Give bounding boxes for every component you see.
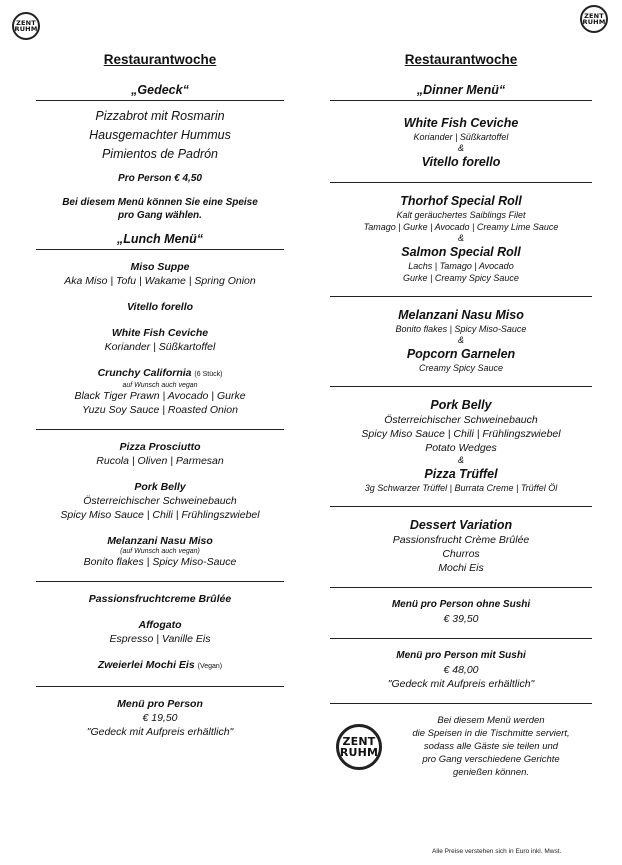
dessert-item: Churros: [442, 548, 480, 560]
dinner-heading: „Dinner Menü“: [416, 83, 506, 97]
right-column: [330, 52, 592, 779]
divider: [330, 182, 592, 183]
ampersand: &: [457, 143, 464, 153]
dish-name: Pork Belly: [430, 398, 492, 412]
dish-name: White Fish Ceviche: [111, 327, 209, 339]
ampersand: &: [457, 335, 464, 345]
divider: [330, 587, 592, 588]
restaurant-logo: [336, 724, 382, 770]
gedeck-price: Pro Person € 4,50: [118, 173, 202, 184]
dish-desc: 3g Schwarzer Trüffel | Burrata Creme | Trüffel Öl: [364, 483, 558, 493]
note-line: pro Gang verschiedene Gerichte: [422, 754, 560, 765]
divider: [330, 506, 592, 507]
ampersand: &: [457, 233, 464, 243]
dish-name: Vitello forello: [126, 301, 194, 313]
dish-desc: Spicy Miso Sauce | Chili | Frühlingszwiebel: [361, 428, 561, 440]
gedeck-item: Pizzabrot mit Rosmarin: [95, 109, 225, 123]
divider: [36, 429, 284, 430]
gedeck-note: Bei diesem Menü können Sie eine Speise: [62, 197, 258, 208]
dish-name: Melanzani Nasu Miso: [107, 535, 213, 547]
price-value: € 19,50: [142, 712, 178, 724]
logo-text: ZENT: [342, 734, 376, 748]
dessert-name: Dessert Variation: [409, 518, 513, 532]
page-title: Restaurantwoche: [404, 52, 518, 67]
dish-portion: (6 Stück): [194, 371, 223, 378]
dish-desc: Gurke | Creamy Spicy Sauce: [403, 273, 519, 283]
dish-desc: Aka Miso | Tofu | Wakame | Spring Onion: [64, 275, 256, 287]
dish-name: Pizza Trüffel: [424, 467, 498, 481]
dish-name: Popcorn Garnelen: [406, 347, 516, 361]
logo-text: ZENT: [584, 11, 604, 20]
dish-desc: Koriander | Süßkartoffel: [413, 132, 509, 142]
dessert-item: Passionsfrucht Crème Brûlée: [392, 534, 530, 546]
logo-text: ZENT: [16, 18, 36, 27]
dish-desc: Yuzu Soy Sauce | Roasted Onion: [82, 404, 238, 416]
note-line: die Speisen in die Tischmitte serviert,: [412, 728, 570, 739]
divider: [36, 686, 284, 687]
dish-desc: Österreichischer Schweinebauch: [83, 495, 237, 507]
price-note: "Gedeck mit Aufpreis erhältlich": [387, 678, 535, 690]
dish-name: Miso Suppe: [130, 261, 190, 273]
divider: [36, 581, 284, 582]
page-title: Restaurantwoche: [103, 52, 217, 67]
dish-desc: Bonito flakes | Spicy Miso-Sauce: [395, 324, 527, 334]
dish-desc: Koriander | Süßkartoffel: [104, 341, 216, 353]
dish-name: Pizza Prosciutto: [119, 441, 201, 453]
dish-desc: Rucola | Oliven | Parmesan: [96, 455, 224, 467]
price-note: "Gedeck mit Aufpreis erhältlich": [86, 726, 234, 738]
price-label: Menü pro Person: [117, 698, 203, 710]
footer-note: Alle Preise verstehen sich in Euro inkl. Mwst.: [432, 848, 562, 855]
divider: [330, 703, 592, 704]
dish-desc: Bonito flakes | Spicy Miso-Sauce: [83, 556, 237, 568]
gedeck-item: Pimientos de Padrón: [101, 147, 219, 161]
divider: [330, 386, 592, 387]
dish-desc: Kalt geräuchertes Saiblings Filet: [396, 210, 526, 220]
divider: [36, 100, 284, 101]
sharing-note-text: [396, 714, 586, 779]
divider: [330, 296, 592, 297]
dish-name: Passionsfruchtcreme Brûlée: [88, 593, 232, 605]
divider: [36, 249, 284, 250]
dish-desc: Tamago | Gurke | Avocado | Creamy Lime Sauce: [363, 222, 559, 232]
price-value: € 48,00: [443, 664, 479, 676]
dish-desc: Creamy Spicy Sauce: [418, 363, 504, 373]
divider: [330, 100, 592, 101]
note-line: sodass alle Gäste sie teilen und: [423, 741, 559, 752]
gedeck-note: pro Gang wählen.: [118, 210, 202, 221]
dish-desc: Lachs | Tamago | Avocado: [408, 261, 514, 271]
price-label: Menü pro Person mit Sushi: [396, 650, 526, 661]
dish-name: Pork Belly: [134, 481, 186, 493]
gedeck-heading: „Gedeck“: [131, 83, 189, 97]
dish-note: (auf Wunsch auch vegan): [120, 548, 200, 555]
restaurant-logo: [580, 5, 608, 33]
price-label: Menü pro Person ohne Sushi: [391, 599, 531, 610]
left-column: [36, 52, 284, 739]
logo-text: RUHM: [14, 25, 38, 33]
dish-desc: Potato Wedges: [425, 442, 497, 454]
dish-name: White Fish Ceviche: [403, 116, 519, 130]
dish-name: Thorhof Special Roll: [400, 194, 522, 208]
gedeck-item: Hausgemachter Hummus: [89, 128, 231, 142]
sharing-note: [330, 714, 592, 779]
dish-name-text: Crunchy California: [97, 367, 192, 379]
dish-note: auf Wunsch auch vegan: [122, 382, 198, 389]
dessert-item: Mochi Eis: [438, 562, 484, 574]
dish-name-text: Zweierlei Mochi Eis: [97, 659, 195, 671]
logo-text: RUHM: [582, 18, 606, 26]
dish-desc: Spicy Miso Sauce | Chili | Frühlingszwiebel: [60, 509, 260, 521]
note-line: Bei diesem Menü werden: [437, 715, 545, 726]
dish-name: Salmon Special Roll: [401, 245, 521, 259]
dish-name: Affogato: [138, 619, 182, 631]
price-value: € 39,50: [443, 613, 479, 625]
restaurant-logo: [12, 12, 40, 40]
lunch-heading: „Lunch Menü“: [116, 232, 204, 246]
dish-desc: Österreichischer Schweinebauch: [384, 414, 538, 426]
dish-desc: Black Tiger Prawn | Avocado | Gurke: [74, 390, 246, 402]
dish-name: Melanzani Nasu Miso: [398, 308, 524, 322]
divider: [330, 638, 592, 639]
dish-name: [36, 658, 284, 674]
dish-name: [36, 366, 284, 382]
note-line: genießen können.: [452, 767, 530, 778]
logo-text: RUHM: [339, 745, 379, 759]
dish-tag: (Vegan): [197, 663, 223, 670]
dish-name: Vitello forello: [421, 155, 501, 169]
dish-desc: Espresso | Vanille Eis: [109, 633, 211, 645]
ampersand: &: [457, 455, 464, 465]
